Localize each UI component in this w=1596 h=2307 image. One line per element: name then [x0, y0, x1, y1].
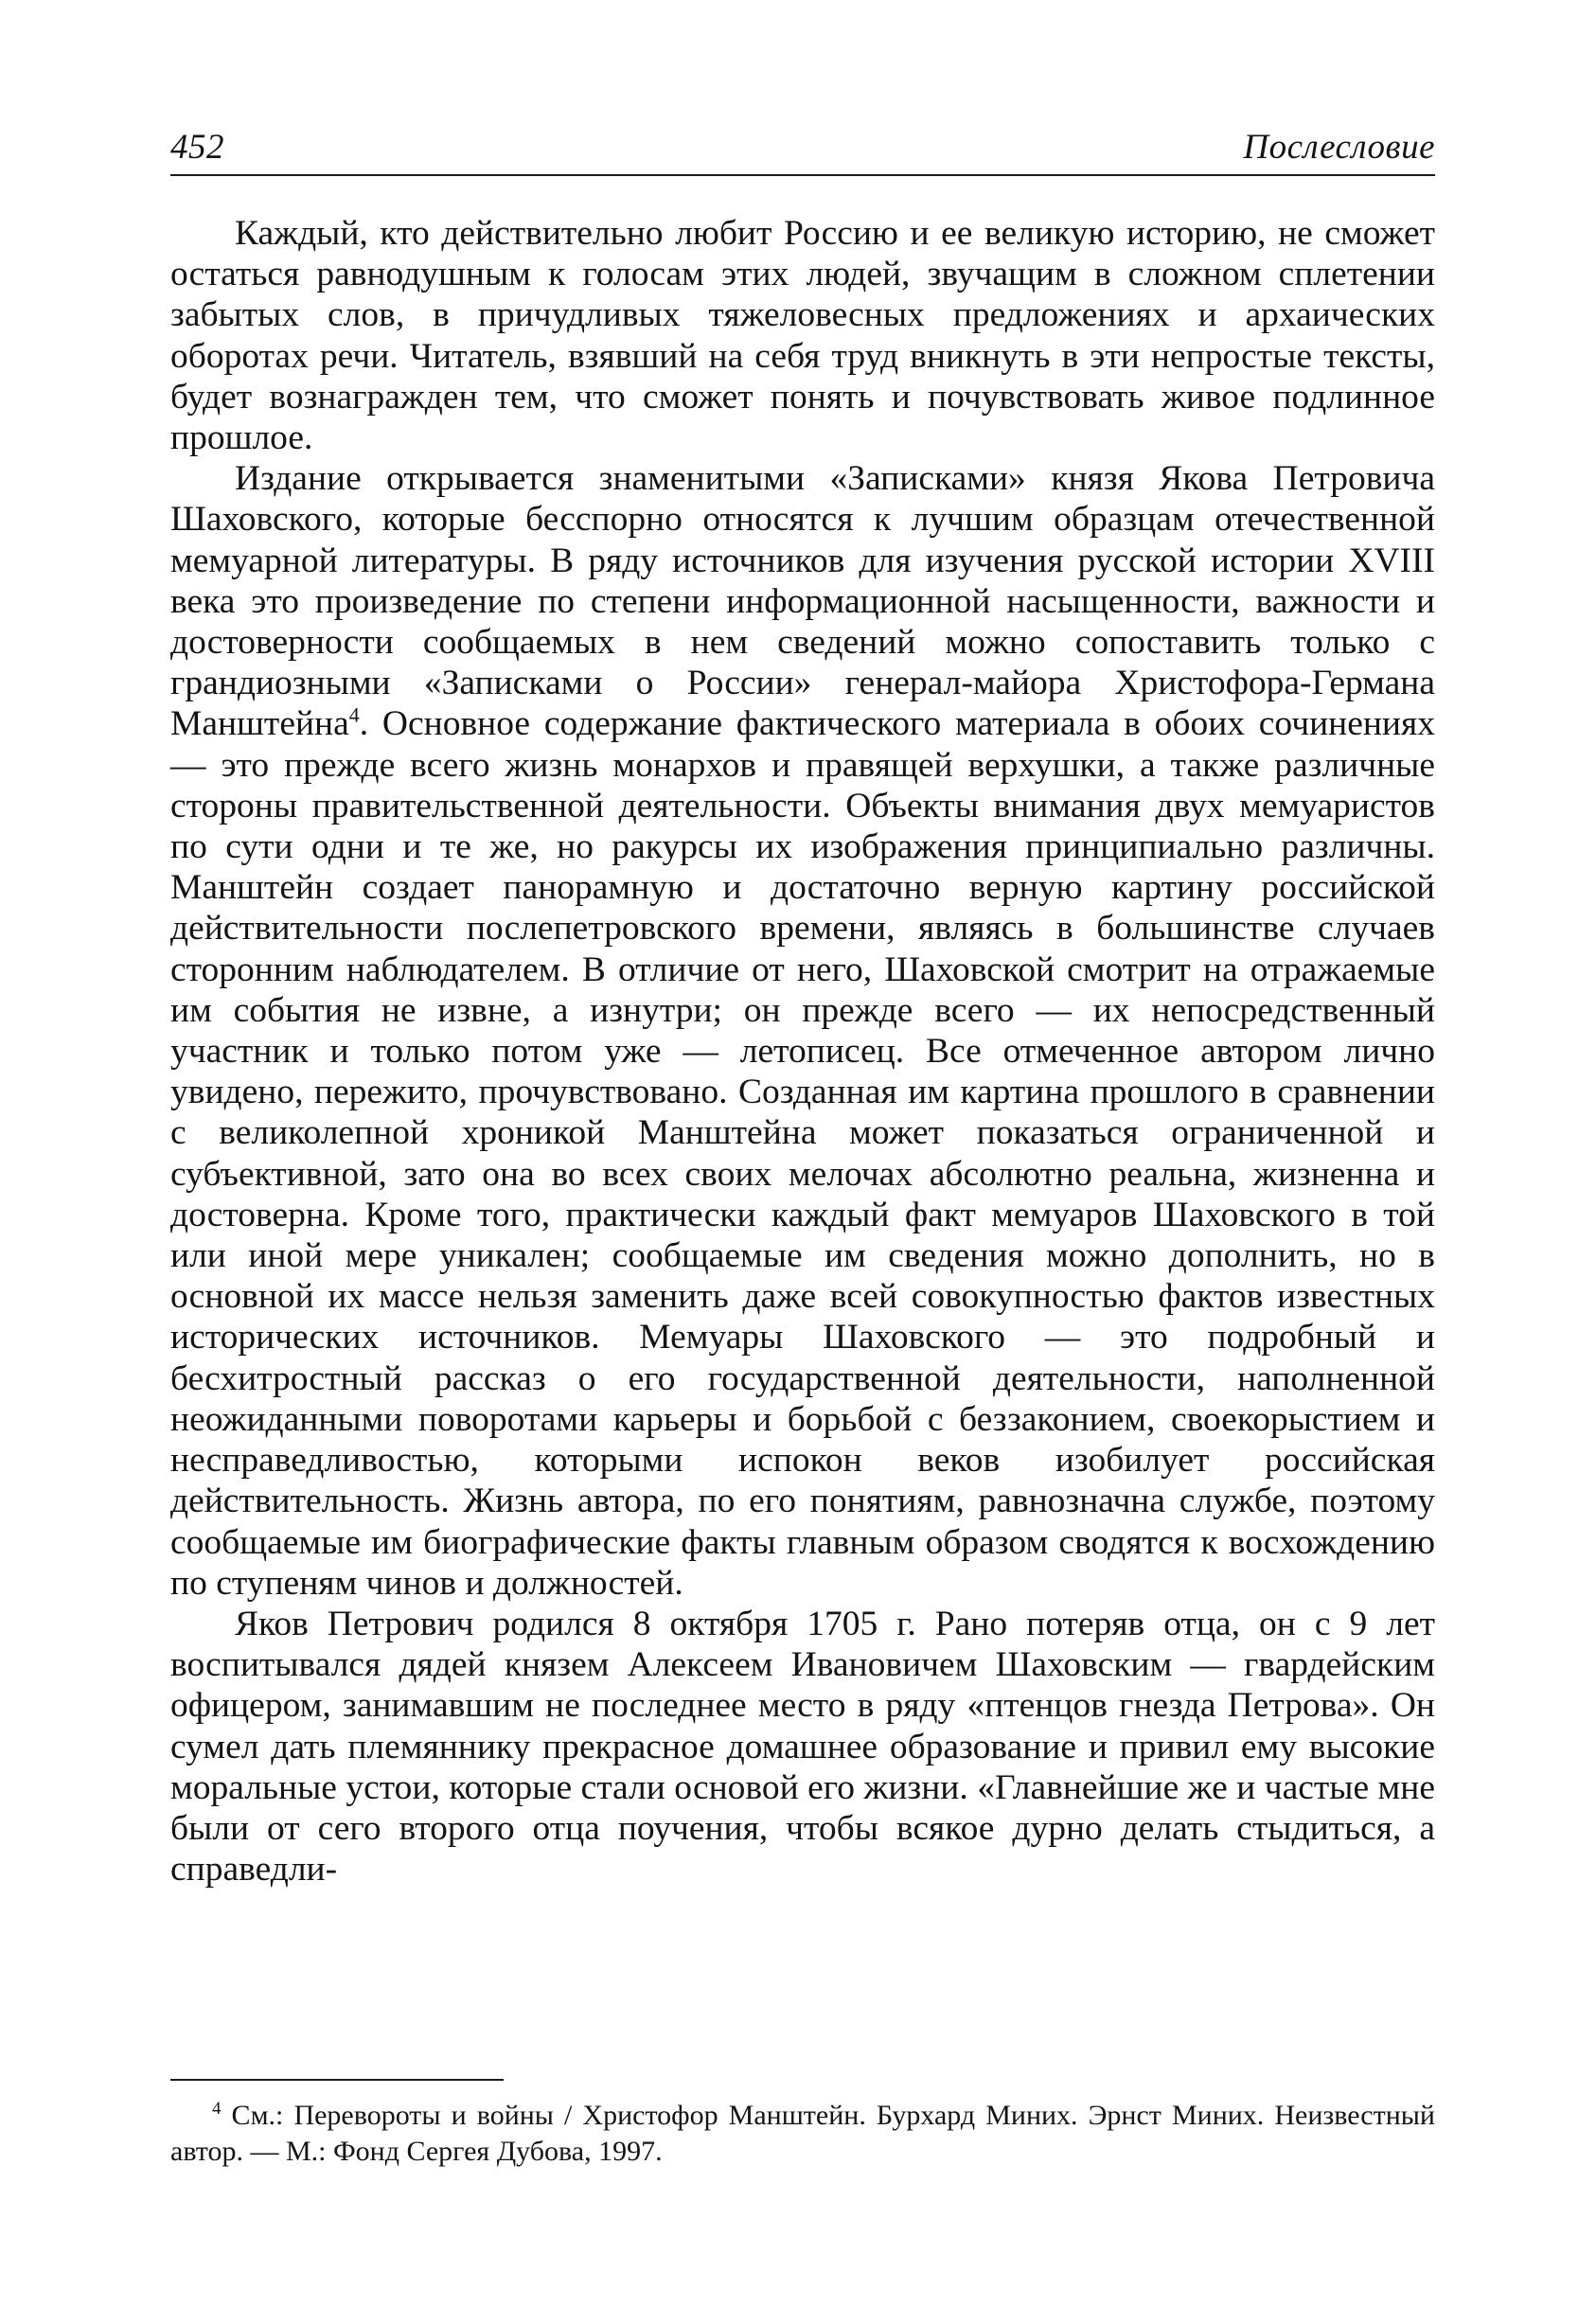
footnote-divider	[170, 2079, 504, 2081]
footnote-mark: 4	[212, 2099, 222, 2119]
paragraph-2-part-1: Издание открывается знаменитыми «Записками» князя Якова Петровича Шаховского, которые бесспорно относятся к лучшим образцам отечественной мемуарной литературы. В ряду источников для изучения русской истории XVIII века это произведение по степени информационной насыщенности, важности и достоверности сообщаемых в нем сведений можно сопоставить только с грандиозными «Записками о России» генерал-майора Христофора-Германа Манштейна	[170, 459, 1435, 744]
main-text	[170, 213, 1435, 1890]
page-header	[170, 125, 1435, 176]
paragraph-3: Яков Петрович родился 8 октября 1705 г. Рано потеряв отца, он с 9 лет воспитывался дядей князем Алексеем Ивановичем Шаховским — гвардейским офицером, занимавшим не последнее место в ряду «птенцов гнезда Петрова». Он сумел дать племяннику прекрасное домашнее образование и привил ему высокие моральные устои, которые стали основой его жизни. «Главнейшие же и частые мне были от сего второго отца поучения, чтобы всякое дурно делать стыдиться, а справедли-	[170, 1604, 1435, 1890]
paragraph-2-part-2: . Основное содержание фактического материала в обоих сочинениях — это прежде всего жизнь монархов и правящей верхушки, а также различные стороны правительственной деятельности. Объекты внимания двух мемуаристов по сути одни и те же, но ракурсы их изображения принципиально различны. Манштейн создает панорамную и достаточно верную картину российской действительности послепетровского времени, являясь в большинстве случаев сторонним наблюдателем. В отличие от него, Шаховской смотрит на отражаемые им события не извне, а изнутри; он прежде всего — их непосредственный участник и только потом уже — летописец. Все отмеченное автором лично увидено, пережито, прочувствовано. Созданная им картина прошлого в сравнении с великолепной хроникой Манштейна может показаться ограниченной и субъективной, зато она во всех своих мелочах абсолютно реальна, жизненна и достоверна. Кроме того, практически каждый факт мемуаров Шаховского в той или иной мере уникален; сообщаемые им сведения можно дополнить, но в основной их массе нельзя заменить даже всей совокупностью фактов известных исторических источников. Мемуары Шаховского — это подробный и бесхитростный рассказ о его государственной деятельности, наполненной неожиданными поворотами карьеры и борьбой с беззаконием, своекорыстием и несправедливостью, которыми испокон веков изобилует российская действительность. Жизнь автора, по его понятиям, равнозначна службе, поэтому сообщаемые им биографические факты главным образом сводятся к восхождению по ступеням чинов и должностей.	[170, 704, 1435, 1603]
footnote	[170, 2098, 1435, 2170]
paragraph-1: Каждый, кто действительно любит Россию и ее великую историю, не сможет остаться равнодушным к голосам этих людей, звучащим в сложном сплетении забытых слов, в причудливых тяжеловесных предложениях и архаических оборотах речи. Читатель, взявший на себя труд вникнуть в эти непростые тексты, будет вознагражден тем, что сможет понять и почувствовать живое подлинное прошлое.	[170, 214, 1435, 458]
paragraph-2	[170, 458, 1435, 1604]
footnote-text: См.: Перевороты и войны / Христофор Манштейн. Бурхард Миних. Эрнст Миних. Неизвестный автор. — М.: Фонд Сергея Дубова, 1997.	[170, 2100, 1435, 2167]
running-title: Послесловие	[1243, 128, 1435, 167]
footnote-reference: 4	[348, 702, 360, 727]
page-number: 452	[170, 128, 224, 167]
